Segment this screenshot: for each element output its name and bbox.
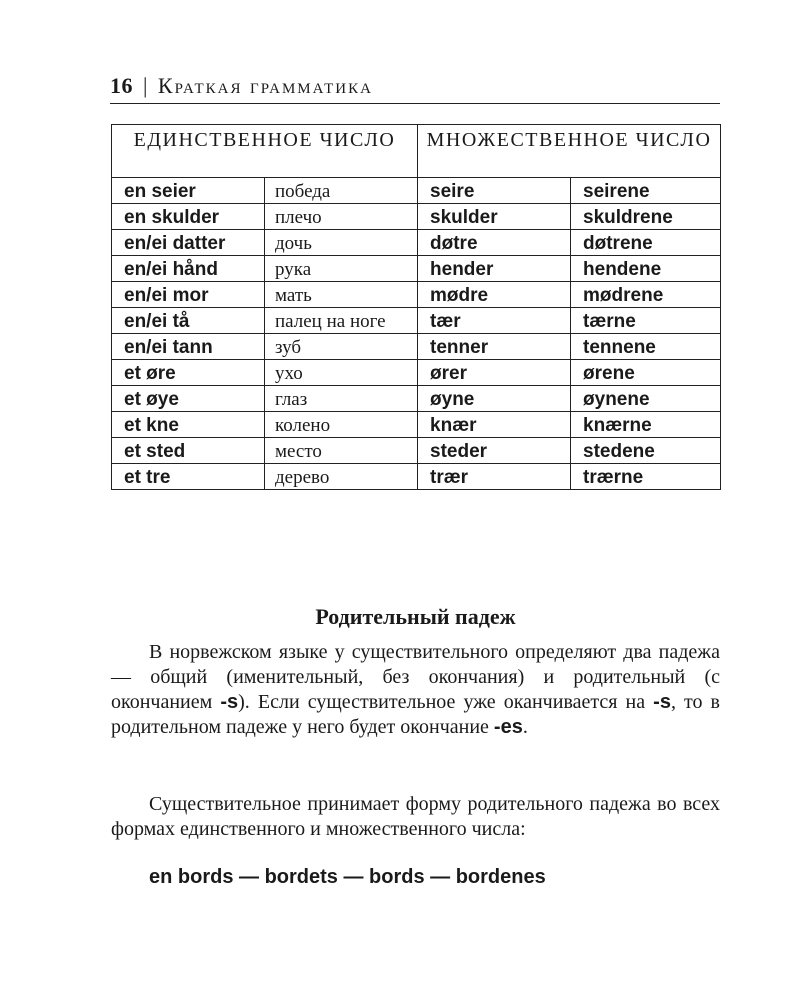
russian-translation: мать xyxy=(265,282,418,308)
plural-definite: stedene xyxy=(571,438,721,464)
russian-translation: рука xyxy=(265,256,418,282)
plural-indefinite: trær xyxy=(418,464,571,490)
ending-es: -es xyxy=(493,716,523,738)
genitive-example: en bords — bordets — bords — bordenes xyxy=(149,866,546,888)
plural-definite: knærne xyxy=(571,412,721,438)
table-row xyxy=(112,386,721,412)
page-number: 16 xyxy=(110,73,133,98)
usage-paragraph: Существительное принимает форму родительного падежа во всех формах единственного и множественного числа: xyxy=(111,793,720,840)
table-row xyxy=(112,438,721,464)
singular-norwegian: en skulder xyxy=(112,204,265,230)
singular-norwegian: en/ei datter xyxy=(112,230,265,256)
singular-norwegian: et øre xyxy=(112,360,265,386)
singular-norwegian: en seier xyxy=(112,178,265,204)
section-heading: Родительный падеж xyxy=(315,604,516,629)
plural-definite: skuldrene xyxy=(571,204,721,230)
paragraph-text: ). Если существительное уже оканчивается на xyxy=(238,691,654,713)
plural-indefinite: øyne xyxy=(418,386,571,412)
table-row xyxy=(112,308,721,334)
singular-norwegian: en/ei tann xyxy=(112,334,265,360)
header-singular: ЕДИНСТВЕННОЕ ЧИСЛО xyxy=(112,125,418,178)
plural-indefinite: tær xyxy=(418,308,571,334)
header-separator: | xyxy=(143,73,148,98)
running-title: Краткая грамматика xyxy=(157,73,373,98)
russian-translation: победа xyxy=(265,178,418,204)
ending-s: -s xyxy=(220,691,239,713)
plural-indefinite: tenner xyxy=(418,334,571,360)
ending-s: -s xyxy=(653,691,671,713)
running-header xyxy=(110,74,720,104)
russian-translation: плечо xyxy=(265,204,418,230)
russian-translation: колено xyxy=(265,412,418,438)
table-row xyxy=(112,412,721,438)
table-row xyxy=(112,230,721,256)
plural-definite: mødrene xyxy=(571,282,721,308)
plural-indefinite: knær xyxy=(418,412,571,438)
plural-indefinite: døtre xyxy=(418,230,571,256)
russian-translation: дочь xyxy=(265,230,418,256)
russian-translation: палец на ноге xyxy=(265,308,418,334)
singular-norwegian: en/ei tå xyxy=(112,308,265,334)
paragraph-text: . xyxy=(522,716,528,738)
table-row xyxy=(112,334,721,360)
plural-indefinite: ører xyxy=(418,360,571,386)
plural-definite: tennene xyxy=(571,334,721,360)
plural-indefinite: skulder xyxy=(418,204,571,230)
paragraph-text: , то в родительном падеже у него будет окончание xyxy=(111,691,720,738)
plural-indefinite: seire xyxy=(418,178,571,204)
table-row xyxy=(112,178,721,204)
table-row xyxy=(112,464,721,490)
plural-definite: hendene xyxy=(571,256,721,282)
table-header-row xyxy=(112,125,721,178)
russian-translation: дерево xyxy=(265,464,418,490)
table-row xyxy=(112,282,721,308)
noun-plural-table xyxy=(111,124,721,490)
plural-definite: seirene xyxy=(571,178,721,204)
singular-norwegian: et øye xyxy=(112,386,265,412)
paragraph-text: В норвежском языке у существительного определяют два падежа — общий (именительный, без окончания) и родительный (с окончанием xyxy=(111,641,720,713)
plural-indefinite: hender xyxy=(418,256,571,282)
russian-translation: место xyxy=(265,438,418,464)
singular-norwegian: en/ei mor xyxy=(112,282,265,308)
plural-definite: trærne xyxy=(571,464,721,490)
plural-indefinite: steder xyxy=(418,438,571,464)
russian-translation: глаз xyxy=(265,386,418,412)
plural-indefinite: mødre xyxy=(418,282,571,308)
table-row xyxy=(112,256,721,282)
plural-definite: tærne xyxy=(571,308,721,334)
singular-norwegian: en/ei hånd xyxy=(112,256,265,282)
header-plural: МНОЖЕСТВЕННОЕ ЧИСЛО xyxy=(418,125,721,178)
plural-definite: øynene xyxy=(571,386,721,412)
genitive-paragraph xyxy=(111,640,720,740)
plural-definite: døtrene xyxy=(571,230,721,256)
russian-translation: ухо xyxy=(265,360,418,386)
table-row xyxy=(112,204,721,230)
singular-norwegian: et sted xyxy=(112,438,265,464)
singular-norwegian: et kne xyxy=(112,412,265,438)
singular-norwegian: et tre xyxy=(112,464,265,490)
russian-translation: зуб xyxy=(265,334,418,360)
table-row xyxy=(112,360,721,386)
plural-definite: ørene xyxy=(571,360,721,386)
